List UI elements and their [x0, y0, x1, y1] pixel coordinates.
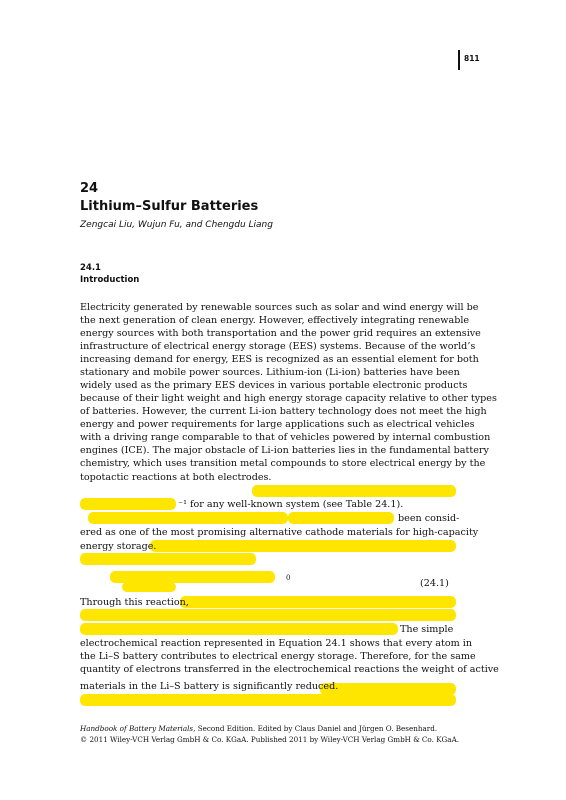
equation-number: (24.1): [420, 578, 449, 589]
page-number: 811: [464, 54, 480, 63]
equation-superscript: 0: [286, 574, 291, 582]
body-line: infrastructure of electrical energy storage (EES) systems. Because of the world’s: [80, 341, 476, 352]
body-line: been consid-: [398, 513, 460, 524]
footer-book-title: Handbook of Battery Materials: [80, 724, 194, 733]
body-line: electrochemical reaction represented in Equation 24.1 shows that every atom in: [80, 638, 473, 649]
highlight-mark: [80, 694, 456, 706]
body-line: ⁻¹ for any well-known system (see Table 24.1).: [178, 499, 404, 510]
body-line: Electricity generated by renewable sources such as solar and wind energy will be: [80, 302, 479, 313]
body-line: engines (ICE). The major obstacle of Li-ion batteries lies in the fundamental battery: [80, 445, 489, 456]
footer-edition: [80, 724, 437, 733]
highlight-mark: [80, 553, 256, 565]
body-line: Through this reaction,: [80, 597, 189, 608]
body-line: topotactic reactions at both electrodes.: [80, 472, 272, 483]
body-line: the next generation of clean energy. However, effectively integrating renewable: [80, 315, 470, 326]
highlight-mark: [88, 512, 288, 524]
footer-edition-text: , Second Edition. Edited by Claus Daniel and Jürgen O. Besenhard.: [193, 724, 438, 733]
highlight-mark: [288, 512, 394, 524]
body-line: energy sources with both transportation and the power grid requires an extensive: [80, 328, 481, 339]
page-number-bar: [458, 50, 460, 70]
footer-copyright: © 2011 Wiley-VCH Verlag GmbH & Co. KGaA. Published 2011 by Wiley-VCH Verlag GmbH & Co. KGaA.: [80, 735, 460, 744]
body-line: ered as one of the most promising alternative cathode materials for high-capacity: [80, 527, 479, 538]
body-line: chemistry, which uses transition metal compounds to store electrical energy by the: [80, 458, 486, 469]
body-line: widely used as the primary EES devices in various portable electronic products: [80, 380, 468, 391]
highlight-mark: [80, 498, 176, 510]
section-title: Introduction: [80, 275, 140, 285]
section-number: 24.1: [80, 263, 101, 273]
body-line: the Li–S battery contributes to electrical energy storage. Therefore, for the same: [80, 651, 476, 662]
chapter-authors: Zengcai Liu, Wujun Fu, and Chengdu Liang: [80, 220, 273, 230]
body-line: energy and power requirements for large applications such as electrical vehicles: [80, 419, 475, 430]
chapter-title: Lithium–Sulfur Batteries: [80, 199, 259, 214]
chapter-number: 24: [80, 181, 99, 196]
highlight-mark: [80, 609, 456, 621]
body-line: stationary and mobile power sources. Lithium-ion (Li-ion) batteries have been: [80, 367, 460, 378]
body-line: because of their light weight and high energy storage capacity relative to other types: [80, 393, 497, 404]
body-line: The simple: [400, 624, 454, 635]
highlight-mark: [122, 582, 176, 592]
body-line: materials in the Li–S battery is significantly reduced.: [80, 681, 339, 692]
highlight-mark: [80, 623, 398, 635]
body-line: quantity of electrons transferred in the electrochemical reactions the weight of active: [80, 664, 499, 675]
body-line: increasing demand for energy, EES is recognized as an essential element for both: [80, 354, 479, 365]
highlight-mark: [252, 485, 456, 497]
body-line: with a driving range comparable to that of vehicles powered by internal combustion: [80, 432, 491, 443]
body-line: of batteries. However, the current Li-ion battery technology does not meet the high: [80, 406, 487, 417]
body-line: energy storage.: [80, 541, 157, 552]
